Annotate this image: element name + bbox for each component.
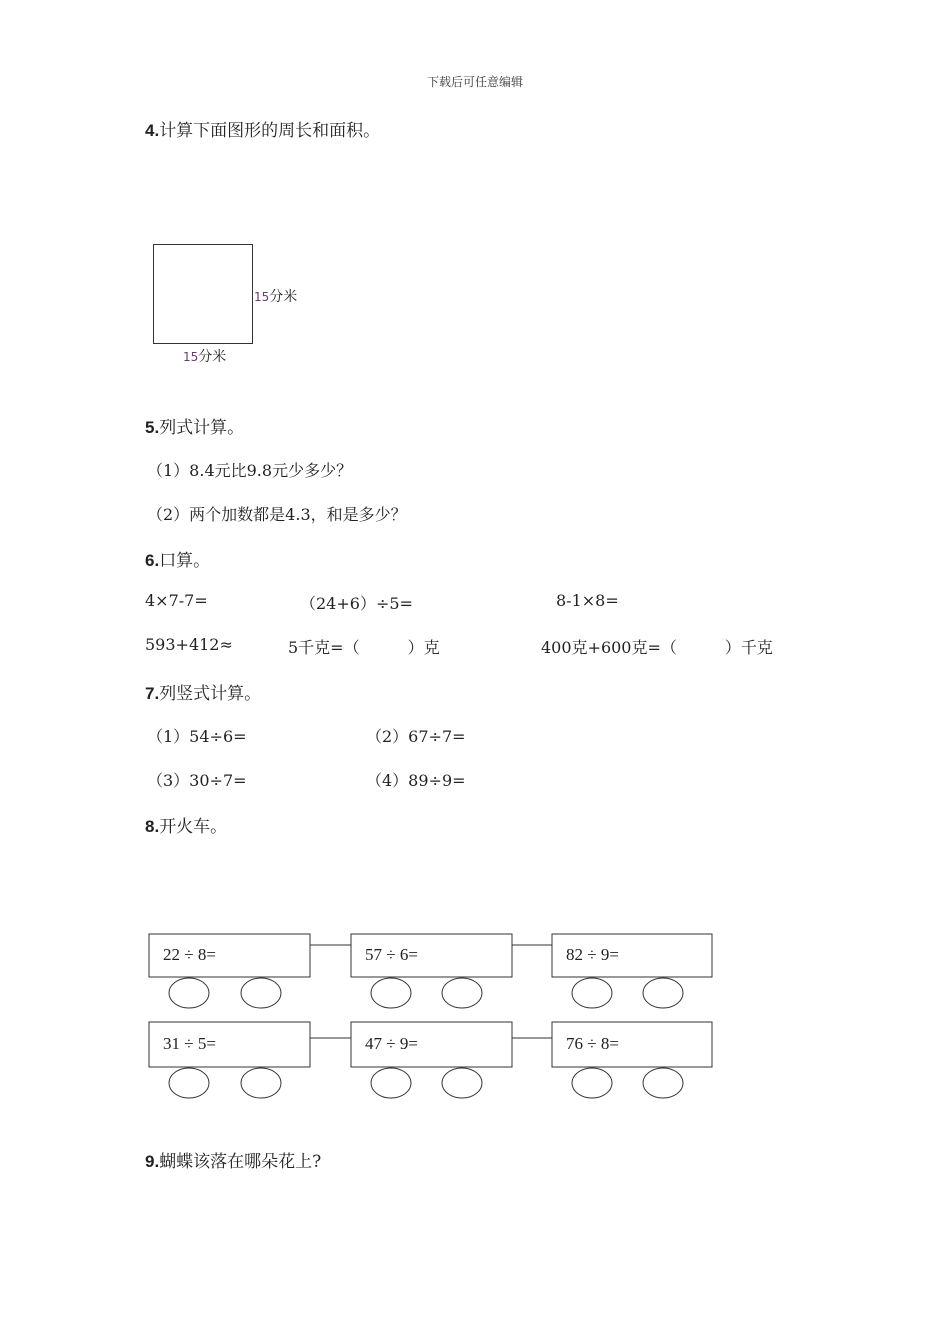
q7-item-3: （3）30÷7=: [147, 771, 247, 790]
q7-item-4: （4）89÷9=: [366, 771, 466, 790]
q7-number: 7.: [145, 684, 160, 703]
q6-r2-c3: 400克+600克=（ ）千克: [541, 638, 773, 657]
bottom-side-number: 15: [183, 350, 199, 364]
wheel: [643, 978, 683, 1008]
car-expression: 76 ÷ 8=: [566, 1034, 619, 1053]
car-expression: 31 ÷ 5=: [163, 1034, 216, 1053]
page-header: 下载后可任意编辑: [426, 75, 523, 89]
wheel: [442, 1068, 482, 1098]
q4-text: 计算下面图形的周长和面积。: [159, 121, 381, 141]
wheel: [442, 978, 482, 1008]
q7-item-2: （2）67÷7=: [366, 727, 466, 746]
q4-number: 4.: [145, 121, 160, 140]
q6-number: 6.: [145, 551, 160, 570]
car-expression: 82 ÷ 9=: [566, 945, 619, 964]
wheel: [643, 1068, 683, 1098]
q5-item-2: （2）两个加数都是4.3，和是多少？: [147, 505, 407, 524]
q6-r2-c2: 5千克=（ ）克: [288, 638, 440, 657]
q6-r1-c3: 8-1×8=: [556, 591, 619, 610]
q6-r2-c1: 593+412≈: [145, 635, 233, 654]
car-expression: 47 ÷ 9=: [365, 1034, 418, 1053]
q9-number: 9.: [145, 1152, 160, 1171]
car-expression: 57 ÷ 6=: [365, 945, 418, 964]
wheel: [371, 1068, 411, 1098]
wheel: [572, 978, 612, 1008]
bottom-side-unit: 分米: [198, 349, 227, 365]
q8-text: 开火车。: [159, 817, 228, 837]
q6-r1-c1: 4×7-7=: [145, 591, 208, 610]
wheel: [371, 978, 411, 1008]
wheel: [169, 1068, 209, 1098]
wheel: [241, 1068, 281, 1098]
q5-number: 5.: [145, 418, 160, 437]
q7-item-1: （1）54÷6=: [147, 727, 247, 746]
q5-item-1: （1）8.4元比9.8元少多少？: [147, 461, 353, 480]
q6-r1-c2: （24+6）÷5=: [300, 594, 413, 613]
right-side-number: 15: [254, 290, 270, 304]
wheel: [241, 978, 281, 1008]
q9-title: [145, 1147, 321, 1172]
wheel: [169, 978, 209, 1008]
car-expression: 22 ÷ 8=: [163, 945, 216, 964]
q8-number: 8.: [145, 817, 160, 836]
q9-text: 蝴蝶该落在哪朵花上?: [159, 1152, 322, 1172]
q5-text: 列式计算。: [159, 418, 245, 438]
wheel: [572, 1068, 612, 1098]
q6-text: 口算。: [159, 551, 211, 571]
q7-text: 列竖式计算。: [159, 684, 262, 704]
right-side-unit: 分米: [269, 289, 298, 305]
